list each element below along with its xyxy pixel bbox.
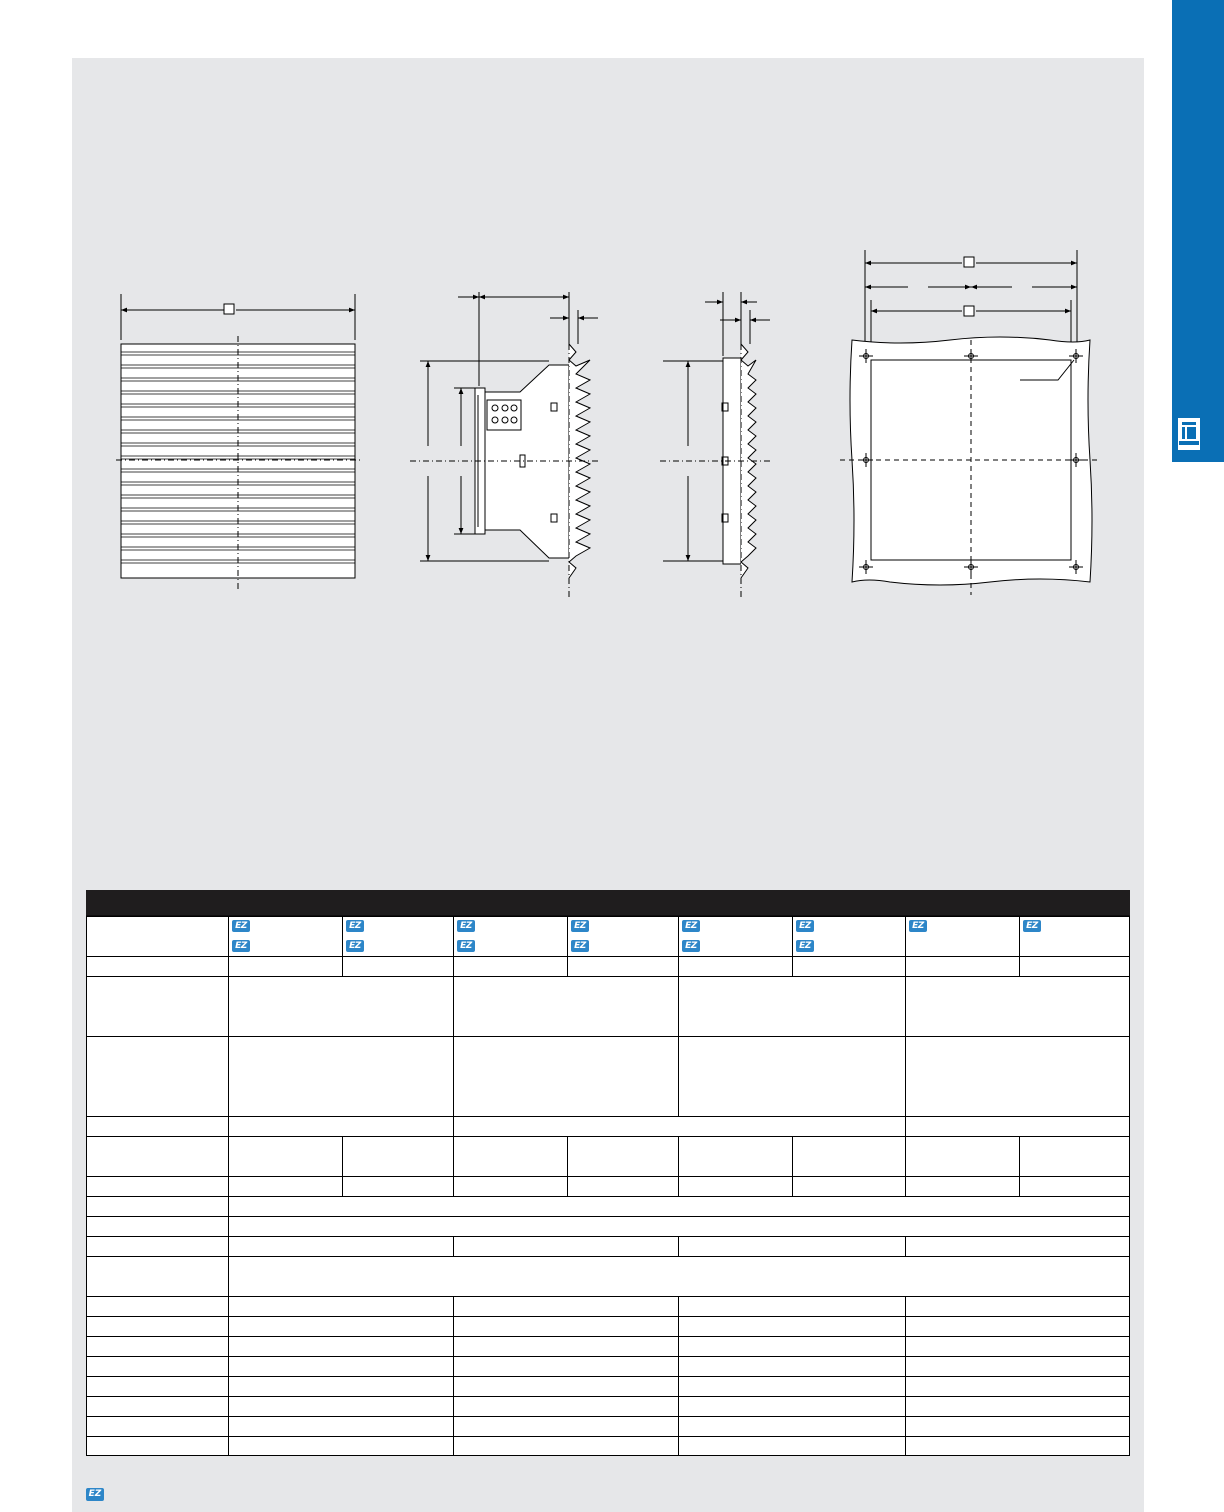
- ez-badge-icon: EZ: [346, 920, 364, 932]
- ez-badge-icon: EZ: [346, 940, 364, 952]
- ez-badge-icon: EZ: [682, 940, 700, 952]
- side-view-filter-drawing: [660, 292, 770, 598]
- ez-badge-icon: EZ: [796, 920, 814, 932]
- ez-badge-icon: EZ: [796, 940, 814, 952]
- ez-badge-icon: EZ: [86, 1488, 104, 1501]
- ez-badge-icon: EZ: [682, 920, 700, 932]
- ez-badge-icon: EZ: [457, 920, 475, 932]
- front-view-drawing: [116, 294, 360, 590]
- ez-badge-icon: EZ: [232, 940, 250, 952]
- ez-badge-icon: EZ: [1023, 920, 1041, 932]
- ez-badge-icon: EZ: [571, 920, 589, 932]
- side-view-fan-drawing: [410, 292, 598, 598]
- spec-table: [86, 890, 1130, 1456]
- ez-badge-icon: EZ: [571, 940, 589, 952]
- ez-badge-icon: EZ: [909, 920, 927, 932]
- ez-badge-icon: EZ: [232, 920, 250, 932]
- cutout-drawing: [840, 250, 1100, 595]
- spec-table-grid: [86, 890, 1130, 1456]
- ez-badge-icon: EZ: [457, 940, 475, 952]
